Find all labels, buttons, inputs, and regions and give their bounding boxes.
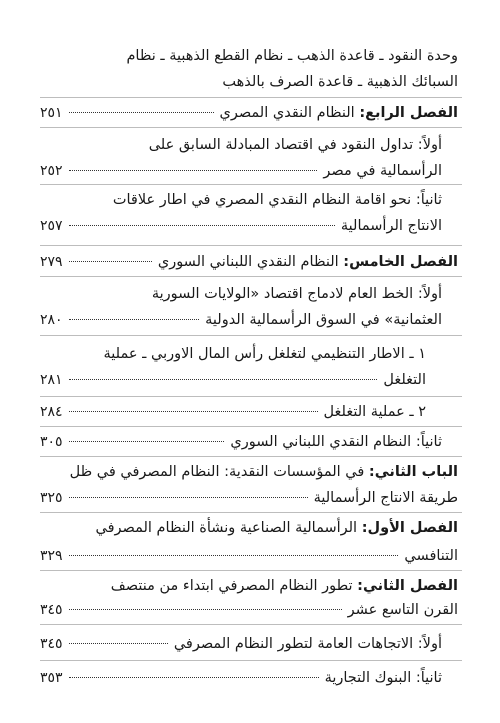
dot-leader <box>69 643 168 644</box>
toc-intro-line: السبائك الذهبية ـ قاعدة الصرف بالذهب <box>222 74 458 90</box>
toc-entry-chapter: الفصل الثاني: تطور النظام المصرفي ابتداء من منتصف <box>110 578 458 594</box>
dot-leader <box>69 379 378 380</box>
page-number: ٣٢٥ <box>40 490 63 506</box>
toc-entry-section: العثمانية» في السوق الرأسمالية الدولية ٢٨٠ <box>40 308 442 332</box>
divider <box>40 97 462 98</box>
page-number: ٣٥٣ <box>40 670 63 686</box>
page-number: ٢٨٠ <box>40 312 63 328</box>
dot-leader <box>69 497 308 498</box>
divider <box>40 570 462 571</box>
page-number: ٢٥١ <box>40 105 63 121</box>
toc-entry-part-2: الباب الثاني: في المؤسسات النقدية: النظام المصرفي في ظل <box>69 464 458 480</box>
page-number: ٢٥٢ <box>40 163 63 179</box>
divider <box>40 335 462 336</box>
divider <box>40 456 462 457</box>
toc-entry-line: أولاً: الخط العام لادماج اقتصاد «الولايات السورية <box>151 286 442 302</box>
toc-entry-line: ثانياً: نحو اقامة النظام النقدي المصري في اطار علاقات <box>112 192 442 208</box>
toc-entry-chapter-5: الفصل الخامس: النظام النقدي اللبناني السوري ٢٧٩ <box>40 250 458 274</box>
page-number: ٢٨٤ <box>40 404 63 420</box>
page-number: ٣٤٥ <box>40 636 63 652</box>
divider <box>40 184 462 185</box>
page-number: ٣٤٥ <box>40 602 63 618</box>
toc-entry-line: أولاً: تداول النقود في اقتصاد المبادلة السابق على <box>148 137 442 153</box>
toc-entry-section: ثانياً: البنوك التجارية ٣٥٣ <box>40 666 442 690</box>
toc-entry-subsection: التغلغل ٢٨١ <box>40 368 426 392</box>
dot-leader <box>69 319 200 320</box>
toc-entry-section: الانتاج الرأسمالية ٢٥٧ <box>40 214 442 238</box>
dot-leader <box>69 112 214 113</box>
toc-entry-part-2-cont: طريقة الانتاج الرأسمالية ٣٢٥ <box>40 486 458 510</box>
dot-leader <box>69 261 152 262</box>
divider <box>40 396 462 397</box>
divider <box>40 660 462 661</box>
page-number: ٢٥٧ <box>40 218 63 234</box>
toc-entry-chapter-cont: القرن التاسع عشر ٣٤٥ <box>40 598 458 622</box>
dot-leader <box>69 170 318 171</box>
divider <box>40 245 462 246</box>
divider <box>40 426 462 427</box>
page-number: ٣٠٥ <box>40 434 63 450</box>
divider <box>40 127 462 128</box>
dot-leader <box>69 609 342 610</box>
divider <box>40 512 462 513</box>
toc-entry-line: ١ ـ الاطار التنظيمي لتغلغل رأس المال الاوربي ـ عملية <box>103 346 426 362</box>
dot-leader <box>69 677 319 678</box>
dot-leader <box>69 411 318 412</box>
dot-leader <box>69 441 225 442</box>
toc-entry-chapter-4: الفصل الرابع: النظام النقدي المصري ٢٥١ <box>40 101 458 125</box>
toc-entry-subsection: ٢ ـ عملية التغلغل ٢٨٤ <box>40 400 426 424</box>
page-number: ٣٢٩ <box>40 548 63 564</box>
toc-intro-line: وحدة النقود ـ قاعدة الذهب ـ نظام القطع الذهبية ـ نظام <box>126 48 458 64</box>
page-number: ٢٧٩ <box>40 254 63 270</box>
dot-leader <box>69 555 399 556</box>
toc-entry-chapter: الفصل الأول: الرأسمالية الصناعية ونشأة النظام المصرفي <box>95 520 458 536</box>
divider <box>40 276 462 277</box>
toc-entry-section: أولاً: الاتجاهات العامة لتطور النظام المصرفي ٣٤٥ <box>40 632 442 656</box>
toc-entry-chapter-cont: التنافسي ٣٢٩ <box>40 544 458 568</box>
page-number: ٢٨١ <box>40 372 63 388</box>
divider <box>40 624 462 625</box>
toc-entry-section: ثانياً: النظام النقدي اللبناني السوري ٣٠٥ <box>40 430 442 454</box>
dot-leader <box>69 225 335 226</box>
toc-entry-section: الرأسمالية في مصر ٢٥٢ <box>40 159 442 183</box>
